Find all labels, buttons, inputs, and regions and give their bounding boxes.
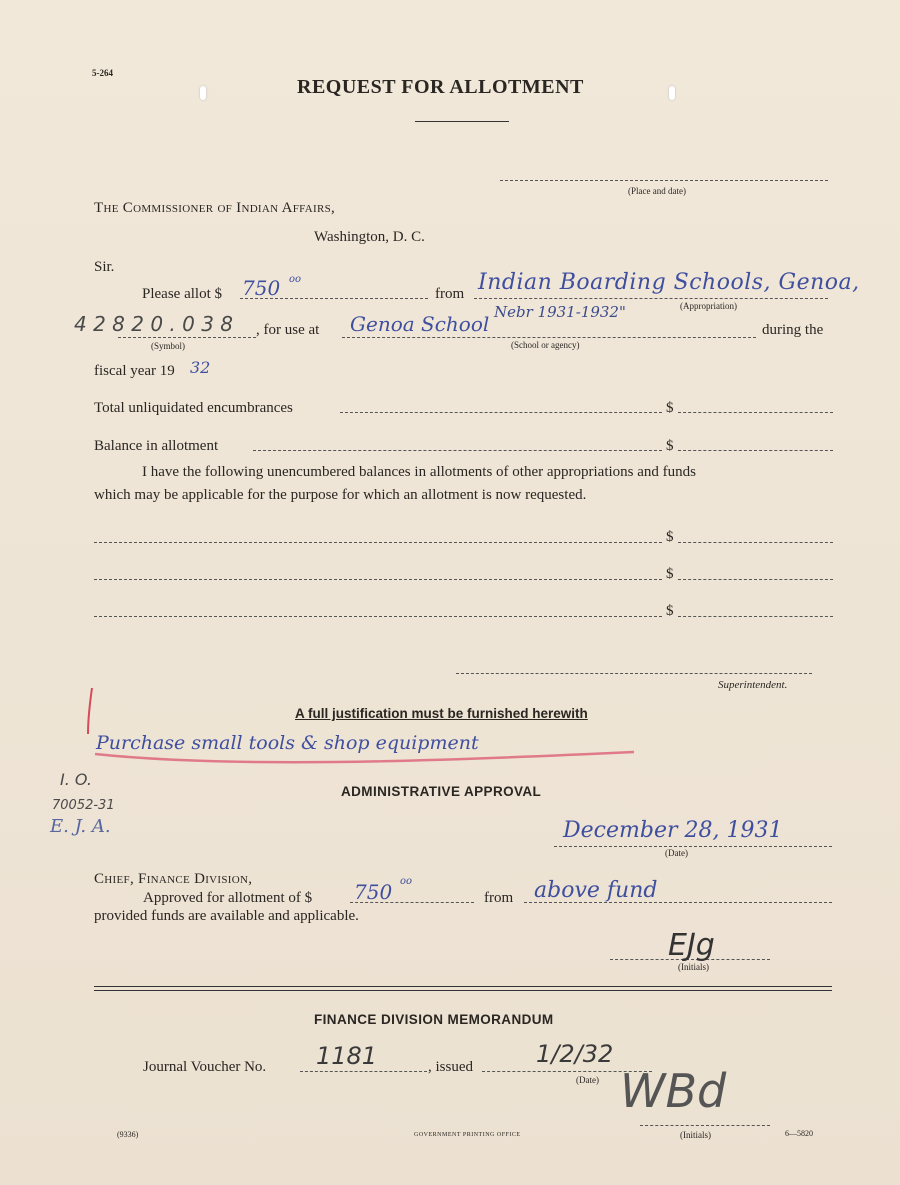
appropriation-handwritten-2: Nebr 1931-1932" bbox=[494, 303, 626, 321]
place-date-line bbox=[500, 180, 828, 181]
approved-label: Approved for allotment of $ bbox=[143, 890, 313, 906]
balance-label: Balance in allotment bbox=[94, 438, 219, 454]
balance-dots bbox=[253, 450, 662, 451]
use-at-label: , for use at bbox=[256, 322, 320, 338]
justification-heading: A full justification must be furnished herewith bbox=[295, 706, 588, 721]
other-fund-line-2 bbox=[94, 579, 662, 580]
school-handwritten: Genoa School bbox=[350, 312, 490, 336]
paragraph-line-1: I have the following unencumbered balances in allotments of other appropriations and funds bbox=[142, 464, 697, 480]
margin-note-2: 70052-31 bbox=[52, 798, 115, 813]
other-fund-amount-3 bbox=[678, 616, 833, 617]
approval-initials-caption: (Initials) bbox=[678, 962, 709, 972]
symbol-line bbox=[118, 337, 256, 338]
appropriation-caption: (Appropriation) bbox=[680, 301, 737, 311]
paragraph-line-2: which may be applicable for the purpose for which an allotment is now requested. bbox=[94, 487, 587, 503]
punch-hole bbox=[669, 86, 675, 100]
approval-date-caption: (Date) bbox=[665, 848, 688, 858]
other-fund-line-1 bbox=[94, 542, 662, 543]
balance-dollar: $ bbox=[666, 438, 674, 454]
salutation: Sir. bbox=[94, 259, 115, 275]
symbol-caption: (Symbol) bbox=[151, 341, 186, 351]
issued-date-caption: (Date) bbox=[576, 1075, 599, 1085]
memo-initials: WBd bbox=[620, 1064, 727, 1118]
memo-rule-top bbox=[94, 986, 832, 987]
voucher-number: 1181 bbox=[316, 1042, 378, 1070]
approved-amount: 750 bbox=[354, 880, 393, 904]
school-line bbox=[342, 337, 756, 338]
approval-fund-handwritten: above fund bbox=[534, 878, 658, 903]
voucher-label: Journal Voucher No. bbox=[143, 1059, 267, 1075]
place-date-caption: (Place and date) bbox=[628, 186, 686, 196]
footer-left: (9336) bbox=[117, 1130, 139, 1139]
admin-approval-heading: ADMINISTRATIVE APPROVAL bbox=[341, 784, 542, 799]
other-fund-amount-1 bbox=[678, 542, 833, 543]
fiscal-year: 32 bbox=[190, 358, 211, 377]
form-number: 5-264 bbox=[92, 68, 113, 78]
provided-label: provided funds are available and applicable. bbox=[94, 908, 359, 924]
allot-amount: 750 bbox=[242, 276, 281, 300]
memo-heading: FINANCE DIVISION MEMORANDUM bbox=[314, 1012, 554, 1027]
margin-note-3: E. J. A. bbox=[50, 816, 111, 837]
unliquidated-amount-line bbox=[678, 412, 833, 413]
voucher-line bbox=[300, 1071, 427, 1072]
footer-center: GOVERNMENT PRINTING OFFICE bbox=[414, 1132, 521, 1138]
other-fund-dollar-1: $ bbox=[666, 529, 674, 545]
appropriation-line bbox=[474, 298, 828, 299]
unliquidated-dollar: $ bbox=[666, 400, 674, 416]
red-check-mark bbox=[70, 682, 650, 772]
other-fund-dollar-2: $ bbox=[666, 566, 674, 582]
superintendent-line bbox=[456, 673, 812, 674]
issued-date: 1/2/32 bbox=[536, 1040, 614, 1068]
from-label: from bbox=[435, 286, 465, 302]
punch-hole bbox=[200, 86, 206, 100]
justification-handwritten: Purchase small tools & shop equipment bbox=[96, 732, 479, 754]
addressee: The Commissioner of Indian Affairs, bbox=[94, 200, 336, 216]
other-fund-line-3 bbox=[94, 616, 662, 617]
superintendent-caption: Superintendent. bbox=[718, 679, 788, 691]
appropriation-handwritten: Indian Boarding Schools, Genoa, bbox=[478, 270, 860, 295]
form-title: REQUEST FOR ALLOTMENT bbox=[297, 76, 584, 98]
chief-label: Chief, Finance Division, bbox=[94, 871, 253, 887]
balance-amount-line bbox=[678, 450, 833, 451]
approval-from-label: from bbox=[484, 890, 514, 906]
title-rule bbox=[415, 121, 509, 122]
unliquidated-dots bbox=[340, 412, 662, 413]
memo-initials-line bbox=[640, 1125, 770, 1126]
other-fund-dollar-3: $ bbox=[666, 603, 674, 619]
memo-initials-caption: (Initials) bbox=[680, 1130, 711, 1140]
approval-date-handwritten: December 28, 1931 bbox=[563, 818, 783, 843]
approval-date-line bbox=[554, 846, 832, 847]
school-caption: (School or agency) bbox=[511, 340, 580, 350]
approval-initials: EJg bbox=[668, 928, 715, 963]
other-fund-amount-2 bbox=[678, 579, 833, 580]
memo-rule-bottom bbox=[94, 990, 832, 991]
margin-note-1: I. O. bbox=[60, 770, 92, 789]
issued-label: , issued bbox=[428, 1059, 473, 1075]
unliquidated-label: Total unliquidated encumbrances bbox=[94, 400, 293, 416]
allot-amount-cents: oo bbox=[289, 274, 302, 285]
city: Washington, D. C. bbox=[314, 229, 425, 245]
footer-right: 6—5820 bbox=[785, 1129, 813, 1138]
allot-label: Please allot $ bbox=[142, 286, 222, 302]
symbol-handwritten: 4 2 8 2 0 . 0 3 8 bbox=[74, 312, 234, 336]
during-label: during the bbox=[762, 322, 824, 338]
approved-amount-cents: oo bbox=[400, 876, 413, 887]
fiscal-year-label: fiscal year 19 bbox=[94, 363, 175, 379]
